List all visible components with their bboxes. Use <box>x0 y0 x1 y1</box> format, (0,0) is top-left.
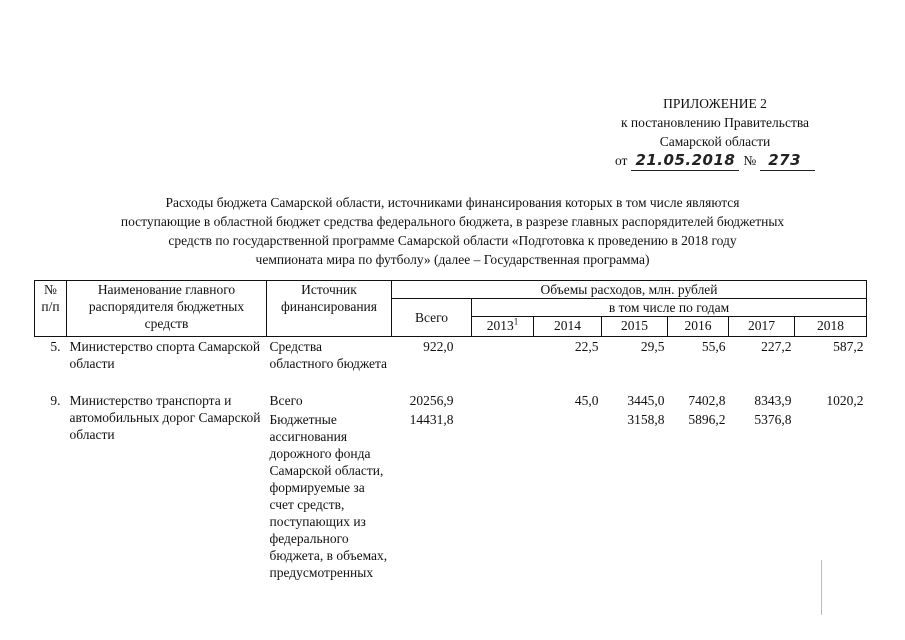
header-source: Источник финансирования <box>267 281 392 337</box>
number-prefix: № <box>743 153 757 168</box>
row-2013 <box>472 337 534 391</box>
row-source: Средства областного бюджета <box>269 339 388 371</box>
header-year-2014: 2014 <box>534 317 602 337</box>
header-year-2017: 2017 <box>729 317 795 337</box>
row-number <box>35 410 67 582</box>
row-total: 14431,8 <box>409 411 454 427</box>
header-year-2015: 2015 <box>602 317 668 337</box>
row-name: Министерство транспорта и автомобильных дорог Самарской области <box>69 392 261 442</box>
row-2013 <box>472 391 534 410</box>
title-line-1: Расходы бюджета Самарской области, источниками финансирования которых в том числе являются <box>165 195 740 210</box>
table-row <box>35 337 867 391</box>
row-2017: 227,2 <box>761 339 792 354</box>
header-volumes: Объемы расходов, млн. рублей <box>392 281 867 299</box>
row-source: Всего <box>269 392 303 408</box>
row-2018: 1020,2 <box>826 392 864 408</box>
header-year-2018: 2018 <box>795 317 867 337</box>
header-year-2016: 2016 <box>668 317 729 337</box>
row-2016: 7402,8 <box>688 392 726 408</box>
appendix-title: ПРИЛОЖЕНИЕ 2 <box>663 96 767 111</box>
header-year-2013: 2013$^1$ <box>472 317 534 337</box>
appendix-line-2: к постановлению Правительства <box>620 115 810 130</box>
header-number: № п/п <box>35 281 67 337</box>
title-line-4: чемпионата мира по футболу» (далее – Государственная программа) <box>255 252 650 267</box>
row-2014: 22,5 <box>574 339 599 354</box>
handwritten-number: 273 <box>760 151 815 171</box>
row-2014: 45,0 <box>574 392 599 408</box>
row-2016: 55,6 <box>701 339 726 354</box>
row-2018: 587,2 <box>833 339 864 354</box>
row-number: 5. <box>50 339 61 354</box>
row-2015: 3445,0 <box>627 392 665 408</box>
row-2014 <box>534 410 602 582</box>
header-name: Наименование главного распорядителя бюджетных средств <box>67 281 267 337</box>
row-2018 <box>795 410 867 582</box>
title-line-3: средств по государственной программе Самарской области «Подготовка к проведению в 2018 году <box>168 233 737 248</box>
date-number-line <box>600 151 830 171</box>
date-prefix: от <box>614 153 628 168</box>
header-by-years: в том числе по годам <box>472 299 867 317</box>
scan-artifact-line <box>821 560 822 615</box>
row-number: 9. <box>50 392 61 408</box>
row-2016: 5896,2 <box>688 411 726 427</box>
title-line-2: поступающие в областной бюджет средства федерального бюджета, в разрезе главных распорядителей бюджетных <box>120 214 785 229</box>
header-total: Всего <box>392 299 472 337</box>
expenses-table <box>34 280 867 582</box>
row-2013 <box>472 410 534 582</box>
table-row <box>35 391 867 410</box>
row-total: 922,0 <box>423 339 454 354</box>
row-total: 20256,9 <box>409 392 454 408</box>
handwritten-date: 21.05.2018 <box>631 151 739 171</box>
appendix-header <box>600 94 830 171</box>
row-source: Бюджетные ассигнования дорожного фонда Самарской области, формируемые за счет средств, поступающих из федерального бюджета, в объемах, предусмотренных <box>269 411 388 580</box>
row-2017: 8343,9 <box>754 392 792 408</box>
row-2017: 5376,8 <box>754 411 792 427</box>
appendix-line-3: Самарской области <box>659 134 771 149</box>
row-name: Министерство спорта Самарской области <box>69 339 261 371</box>
row-2015: 29,5 <box>640 339 665 354</box>
row-2015: 3158,8 <box>627 411 665 427</box>
footnote-marker: 1 <box>513 316 519 327</box>
document-title <box>70 193 835 269</box>
